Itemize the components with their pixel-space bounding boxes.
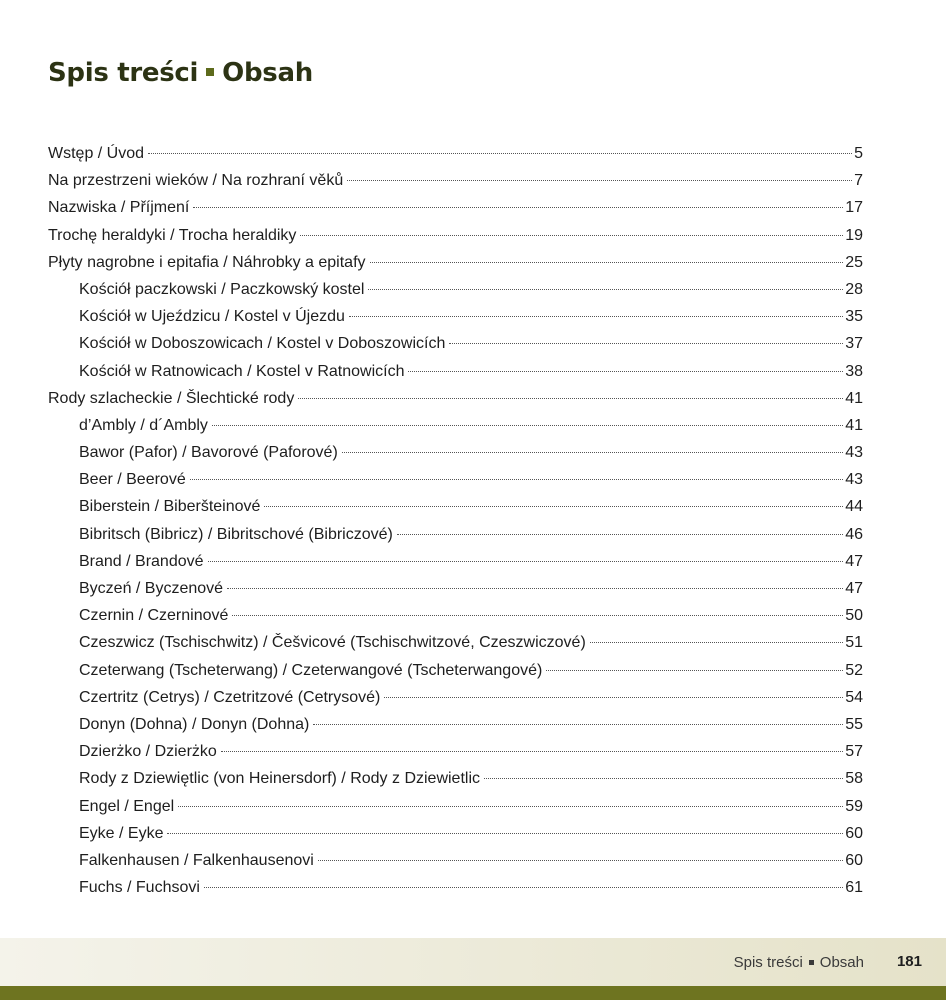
toc-entry-title: Fuchs / Fuchsovi <box>79 879 200 897</box>
toc-entry-title: Kościół w Ratnowicach / Kostel v Ratnowicích <box>79 362 405 380</box>
page-number: 181 <box>896 953 922 970</box>
toc-dot-leader <box>313 723 843 725</box>
toc-entry <box>48 194 863 221</box>
toc-entry <box>48 820 863 847</box>
toc-entry-page: 35 <box>845 308 863 326</box>
toc-entry <box>48 249 863 276</box>
toc-dot-leader <box>208 560 844 562</box>
toc-dot-leader <box>178 805 843 807</box>
table-of-contents <box>48 140 863 901</box>
toc-entry-page: 17 <box>845 199 863 217</box>
toc-entry-title: Brand / Brandové <box>79 552 204 570</box>
footer-label-czech: Obsah <box>819 954 864 971</box>
toc-dot-leader <box>300 234 843 236</box>
title-separator-bullet <box>206 68 214 76</box>
toc-entry-page: 41 <box>845 389 863 407</box>
toc-dot-leader <box>590 641 843 643</box>
toc-entry-page: 60 <box>845 851 863 869</box>
toc-dot-leader <box>232 614 843 616</box>
toc-entry-title: Rody z Dziewiętlic (von Heinersdorf) / Rody z Dziewietlic <box>79 770 481 788</box>
toc-dot-leader <box>264 505 843 507</box>
toc-entry-title: Biberstein / Biberšteinové <box>79 498 261 516</box>
toc-entry-title: Kościół paczkowski / Paczkowský kostel <box>79 280 365 298</box>
toc-entry-title: Donyn (Dohna) / Donyn (Dohna) <box>79 715 310 733</box>
toc-entry-page: 25 <box>845 253 863 271</box>
toc-entry-title: Czeterwang (Tscheterwang) / Czeterwangové (Tscheterwangové) <box>79 661 543 679</box>
toc-dot-leader <box>370 261 844 263</box>
toc-entry <box>48 412 863 439</box>
toc-entry <box>48 765 863 792</box>
footer-accent-bar <box>0 986 946 1000</box>
toc-entry <box>48 222 863 249</box>
toc-dot-leader <box>368 288 843 290</box>
footer-label-polish: Spis treści <box>733 954 803 971</box>
toc-entry-title: Beer / Beerové <box>79 471 186 489</box>
toc-entry-title: Trochę heraldyki / Trocha heraldiky <box>48 226 297 244</box>
toc-entry-page: 38 <box>845 362 863 380</box>
toc-dot-leader <box>212 424 843 426</box>
toc-entry <box>48 793 863 820</box>
toc-entry-page: 52 <box>845 661 863 679</box>
toc-entry-title: Wstęp / Úvod <box>48 145 145 162</box>
toc-entry-title: Na przestrzeni wieków / Na rozhraní věků <box>48 172 344 190</box>
toc-entry <box>48 167 863 194</box>
toc-entry-title: d’Ambly / d´Ambly <box>79 416 208 434</box>
toc-entry <box>48 439 863 466</box>
toc-entry-title: Eyke / Eyke <box>79 824 164 842</box>
page-title-polish: Spis treści <box>48 58 199 88</box>
toc-entry <box>48 330 863 357</box>
toc-dot-leader <box>298 397 843 399</box>
toc-entry-page: 46 <box>845 525 863 543</box>
toc-entry-page: 57 <box>845 743 863 761</box>
toc-entry <box>48 657 863 684</box>
toc-entry-page: 41 <box>845 416 863 434</box>
toc-entry-title: Byczeń / Byczenové <box>79 580 224 597</box>
toc-entry-page: 44 <box>845 498 863 516</box>
toc-entry-title: Bibritsch (Bibricz) / Bibritschové (Bibriczové) <box>79 525 393 543</box>
toc-entry-page: 28 <box>845 280 863 298</box>
toc-entry-title: Dzierżko / Dzierżko <box>79 743 217 761</box>
toc-entry <box>48 738 863 765</box>
toc-dot-leader <box>148 152 852 154</box>
toc-entry-title: Kościół w Ujeździcu / Kostel v Újezdu <box>79 308 345 326</box>
toc-entry-page: 54 <box>845 688 863 706</box>
toc-dot-leader <box>221 750 843 752</box>
page-title <box>48 58 313 88</box>
toc-entry-page: 47 <box>845 580 863 597</box>
toc-entry-title: Bawor (Pafor) / Bavorové (Paforové) <box>79 444 338 462</box>
toc-dot-leader <box>484 777 843 779</box>
toc-entry-title: Płyty nagrobne i epitafia / Náhrobky a epitafy <box>48 253 366 271</box>
toc-entry <box>48 874 863 901</box>
toc-entry <box>48 521 863 548</box>
toc-entry <box>48 602 863 629</box>
toc-entry-page: 51 <box>845 634 863 652</box>
toc-dot-leader <box>318 859 843 861</box>
toc-dot-leader <box>408 370 843 372</box>
toc-dot-leader <box>397 533 843 535</box>
toc-entry-title: Engel / Engel <box>79 797 175 815</box>
toc-entry-page: 50 <box>845 607 863 625</box>
toc-dot-leader <box>384 696 843 698</box>
toc-entry <box>48 711 863 738</box>
toc-entry-page: 43 <box>845 444 863 462</box>
toc-dot-leader <box>342 451 843 453</box>
toc-entry-title: Czeszwicz (Tschischwitz) / Češvicové (Tschischwitzové, Czeszwiczové) <box>79 634 586 652</box>
toc-dot-leader <box>227 587 843 589</box>
toc-dot-leader <box>190 478 843 480</box>
toc-entry <box>48 140 863 167</box>
running-footer <box>734 954 864 971</box>
toc-dot-leader <box>204 886 843 888</box>
toc-dot-leader <box>546 669 843 671</box>
toc-entry <box>48 548 863 575</box>
toc-entry <box>48 575 863 602</box>
toc-entry <box>48 303 863 330</box>
toc-entry-title: Kościół w Doboszowicach / Kostel v Doboszowicích <box>79 335 446 353</box>
toc-entry <box>48 466 863 493</box>
toc-entry-page: 19 <box>845 226 863 244</box>
toc-entry-page: 59 <box>845 797 863 815</box>
toc-entry-title: Rody szlacheckie / Šlechtické rody <box>48 389 295 407</box>
toc-entry-page: 55 <box>845 715 863 733</box>
footer-separator-bullet <box>809 960 814 965</box>
toc-entry-title: Czertritz (Cetrys) / Czetritzové (Cetrysové) <box>79 688 381 706</box>
page-title-czech: Obsah <box>222 58 313 88</box>
toc-entry-title: Falkenhausen / Falkenhausenovi <box>79 851 314 869</box>
toc-entry-title: Czernin / Czerninové <box>79 607 229 625</box>
toc-entry-page: 58 <box>845 770 863 788</box>
toc-dot-leader <box>449 342 843 344</box>
toc-entry <box>48 684 863 711</box>
toc-entry-page: 60 <box>845 824 863 842</box>
toc-entry-page: 37 <box>845 335 863 353</box>
toc-dot-leader <box>193 206 843 208</box>
toc-entry <box>48 358 863 385</box>
toc-dot-leader <box>349 315 843 317</box>
toc-entry-page: 47 <box>845 552 863 570</box>
toc-entry-page: 43 <box>845 471 863 489</box>
toc-dot-leader <box>347 179 852 181</box>
toc-entry-title: Nazwiska / Příjmení <box>48 199 190 217</box>
toc-entry-page: 5 <box>854 145 863 162</box>
toc-dot-leader <box>167 832 843 834</box>
toc-entry-page: 61 <box>845 879 863 897</box>
toc-entry <box>48 385 863 412</box>
toc-entry <box>48 629 863 656</box>
toc-entry <box>48 276 863 303</box>
toc-entry <box>48 493 863 520</box>
toc-entry-page: 7 <box>854 172 863 190</box>
toc-entry <box>48 847 863 874</box>
